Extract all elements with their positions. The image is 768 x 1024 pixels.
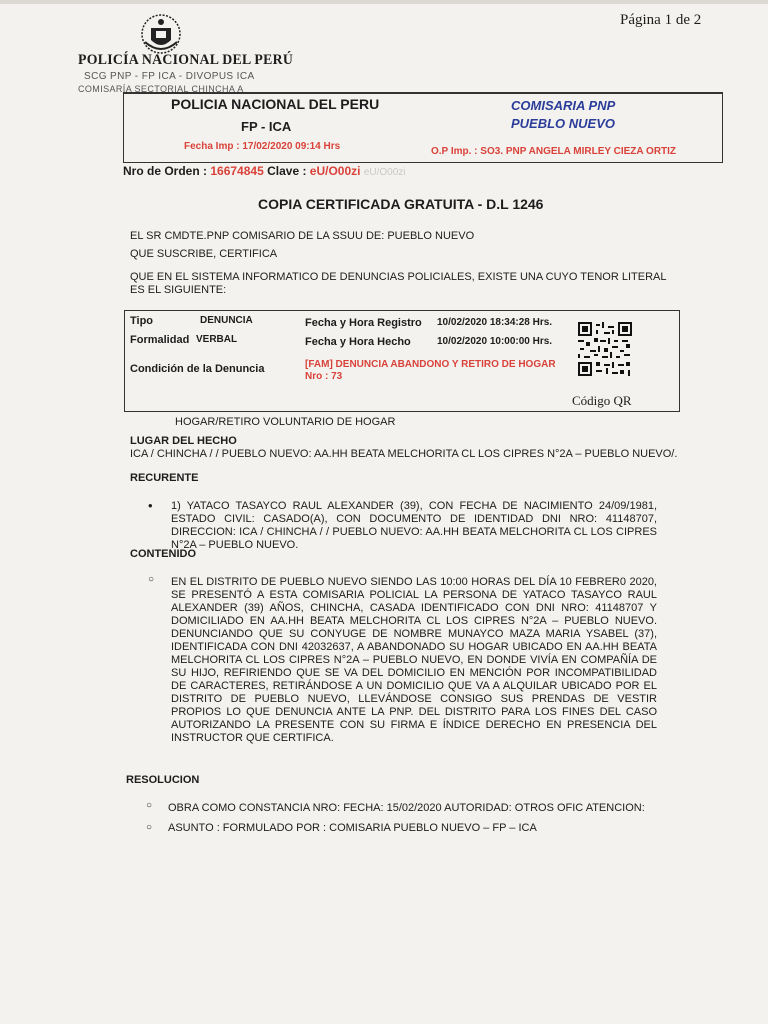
contenido-title: CONTENIDO — [130, 548, 196, 560]
fecha-registro-label: Fecha y Hora Registro — [305, 317, 422, 329]
clave-faded: eU/O00zi — [363, 167, 406, 178]
print-operator: O.P Imp. : SO3. PNP ANGELA MIRLEY CIEZA ORTIZ — [431, 146, 677, 157]
header-comisaria: COMISARIA PNP — [511, 98, 616, 113]
condicion-label: Condición de la Denuncia — [130, 363, 265, 375]
header-police-name: POLICIA NACIONAL DEL PERU — [171, 96, 380, 112]
resolucion-title: RESOLUCION — [126, 774, 200, 786]
fecha-hecho-label: Fecha y Hora Hecho — [305, 336, 411, 348]
lugar-text: ICA / CHINCHA / / PUEBLO NUEVO: AA.HH BEATA MELCHORITA CL LOS CIPRES N°2A – PUEBLO NUEVO/. — [130, 448, 678, 460]
circle-bullet-icon: ○ — [148, 574, 155, 585]
intro-line-2: QUE SUSCRIBE, CERTIFICA — [130, 248, 278, 260]
circle-bullet-icon: ○ — [146, 822, 153, 833]
clave-value: eU/O00zi — [309, 164, 361, 178]
condicion-text: [FAM] DENUNCIA ABANDONO Y RETIRO DE HOGAR — [305, 359, 556, 370]
bullet-icon: • — [148, 498, 153, 513]
hogar-line: HOGAR/RETIRO VOLUNTARIO DE HOGAR — [175, 416, 396, 428]
order-number: 16674845 — [210, 164, 264, 178]
lugar-title: LUGAR DEL HECHO — [130, 435, 237, 447]
resolucion-line-2: ASUNTO : FORMULADO POR : COMISARIA PUEBLO NUEVO – FP – ICA — [168, 822, 537, 834]
document-title: COPIA CERTIFICADA GRATUITA - D.L 1246 — [258, 196, 544, 212]
tipo-value: DENUNCIA — [200, 315, 253, 326]
intro-line-1: EL SR CMDTE.PNP COMISARIO DE LA SSUU DE: PUEBLO NUEVO — [130, 230, 475, 242]
tipo-label: Tipo — [130, 315, 154, 327]
qr-code-icon — [578, 322, 632, 376]
order-label: Nro de Orden : — [123, 164, 208, 178]
circle-bullet-icon: ○ — [146, 800, 153, 811]
fecha-registro-value: 10/02/2020 18:34:28 Hrs. — [437, 317, 553, 328]
recurrente-title: RECURENTE — [130, 472, 199, 484]
org-station: COMISARÍA SECTORIAL CHINCHA A — [78, 84, 244, 94]
header-pueblo: PUEBLO NUEVO — [511, 116, 616, 131]
scan-edge — [0, 0, 768, 4]
order-line — [123, 164, 406, 178]
fecha-hecho-value: 10/02/2020 10:00:00 Hrs. — [437, 336, 553, 347]
clave-label: Clave : — [267, 164, 307, 178]
formalidad-value: VERBAL — [196, 334, 238, 345]
header-fp: FP - ICA — [241, 119, 292, 134]
page-number: Página 1 de 2 — [620, 12, 702, 28]
recurrente-text: 1) YATACO TASAYCO RAUL ALEXANDER (39), CON FECHA DE NACIMIENTO 24/09/1981, ESTADO CIVIL: CASADO(A), CON DOCUMENTO DE IDENTIDAD DNI NRO: 41148707, DIRECCION: ICA / CHINCHA / / PUEBLO NUEVO: AA.HH BEATA MELCHORITA CL LOS CIPRES N°2A – PUEBLO NUEVO. — [171, 500, 657, 551]
condicion-nro: Nro : 73 — [305, 371, 343, 382]
intro-line-3: QUE EN EL SISTEMA INFORMATICO DE DENUNCIAS POLICIALES, EXISTE UNA CUYO TENOR LITERAL ES EL SIGUIENTE: — [130, 271, 667, 296]
contenido-text: EN EL DISTRITO DE PUEBLO NUEVO SIENDO LAS 10:00 HORAS DEL DÍA 10 FEBRER0 2020, SE PRESENTÓ A ESTA COMISARIA POLICIAL LA PERSONA DE YATACO TASAYCO RAUL ALEXANDER (39) AÑOS, CHINCHA, CASADA IDENTIFICADO CON DNI NRO: 41148707 Y DOMICILIADO EN AA.HH BEATA MELCHORITA CL LOS CIPRES N°2A – PUEBLO NUEVO. DENUNCIANDO QUE SU CONYUGE DE NOMBRE MUNAYCO MAZA MARIA YSABEL (37), IDENTIFICADA CON DNI 42032637, A ABANDONADO SU HOGAR UBICADO EN AA.HH BEATA MELCHORITA CL LOS CIPRES N°2A – PUEBLO NUEVO, EN DONDE VIVÍA EN COMPAÑÍA DE SU HIJO, REFIRIENDO QUE SE VA DEL DOMICILIO EN MENCIÓN POR INCOMPATIBILIDAD DE CARACTERES, RETIRÁNDOSE A UN DOMICILIO QUE VA A ALQUILAR UBICADO POR EL DISTRITO DE PUEBLO NUEVO, LLEVÁNDOSE CONSIGO SUS PRENDAS DE VESTIR PROPIOS LO QUE DENUNCIA ANTE LA PNP. DEL DISTRITO PARA LOS FINES DEL CASO AUTORIZANDO LA PRESENTE CON SU FIRMA E ÍNDICE DERECHO EN PRESENCIA DEL INSTRUCTOR QUE CERTIFICA. — [171, 576, 657, 744]
org-subtitle: SCG PNP - FP ICA - DIVOPUS ICA — [84, 71, 255, 82]
qr-label: Código QR — [572, 393, 632, 408]
condicion-value — [305, 359, 556, 383]
resolucion-line-1: OBRA COMO CONSTANCIA NRO: FECHA: 15/02/2020 AUTORIDAD: OTROS OFIC ATENCION: — [168, 802, 645, 814]
print-date: Fecha Imp : 17/02/2020 09:14 Hrs — [184, 141, 341, 152]
org-title: POLICÍA NACIONAL DEL PERÚ — [78, 52, 294, 68]
formalidad-label: Formalidad — [130, 334, 190, 346]
